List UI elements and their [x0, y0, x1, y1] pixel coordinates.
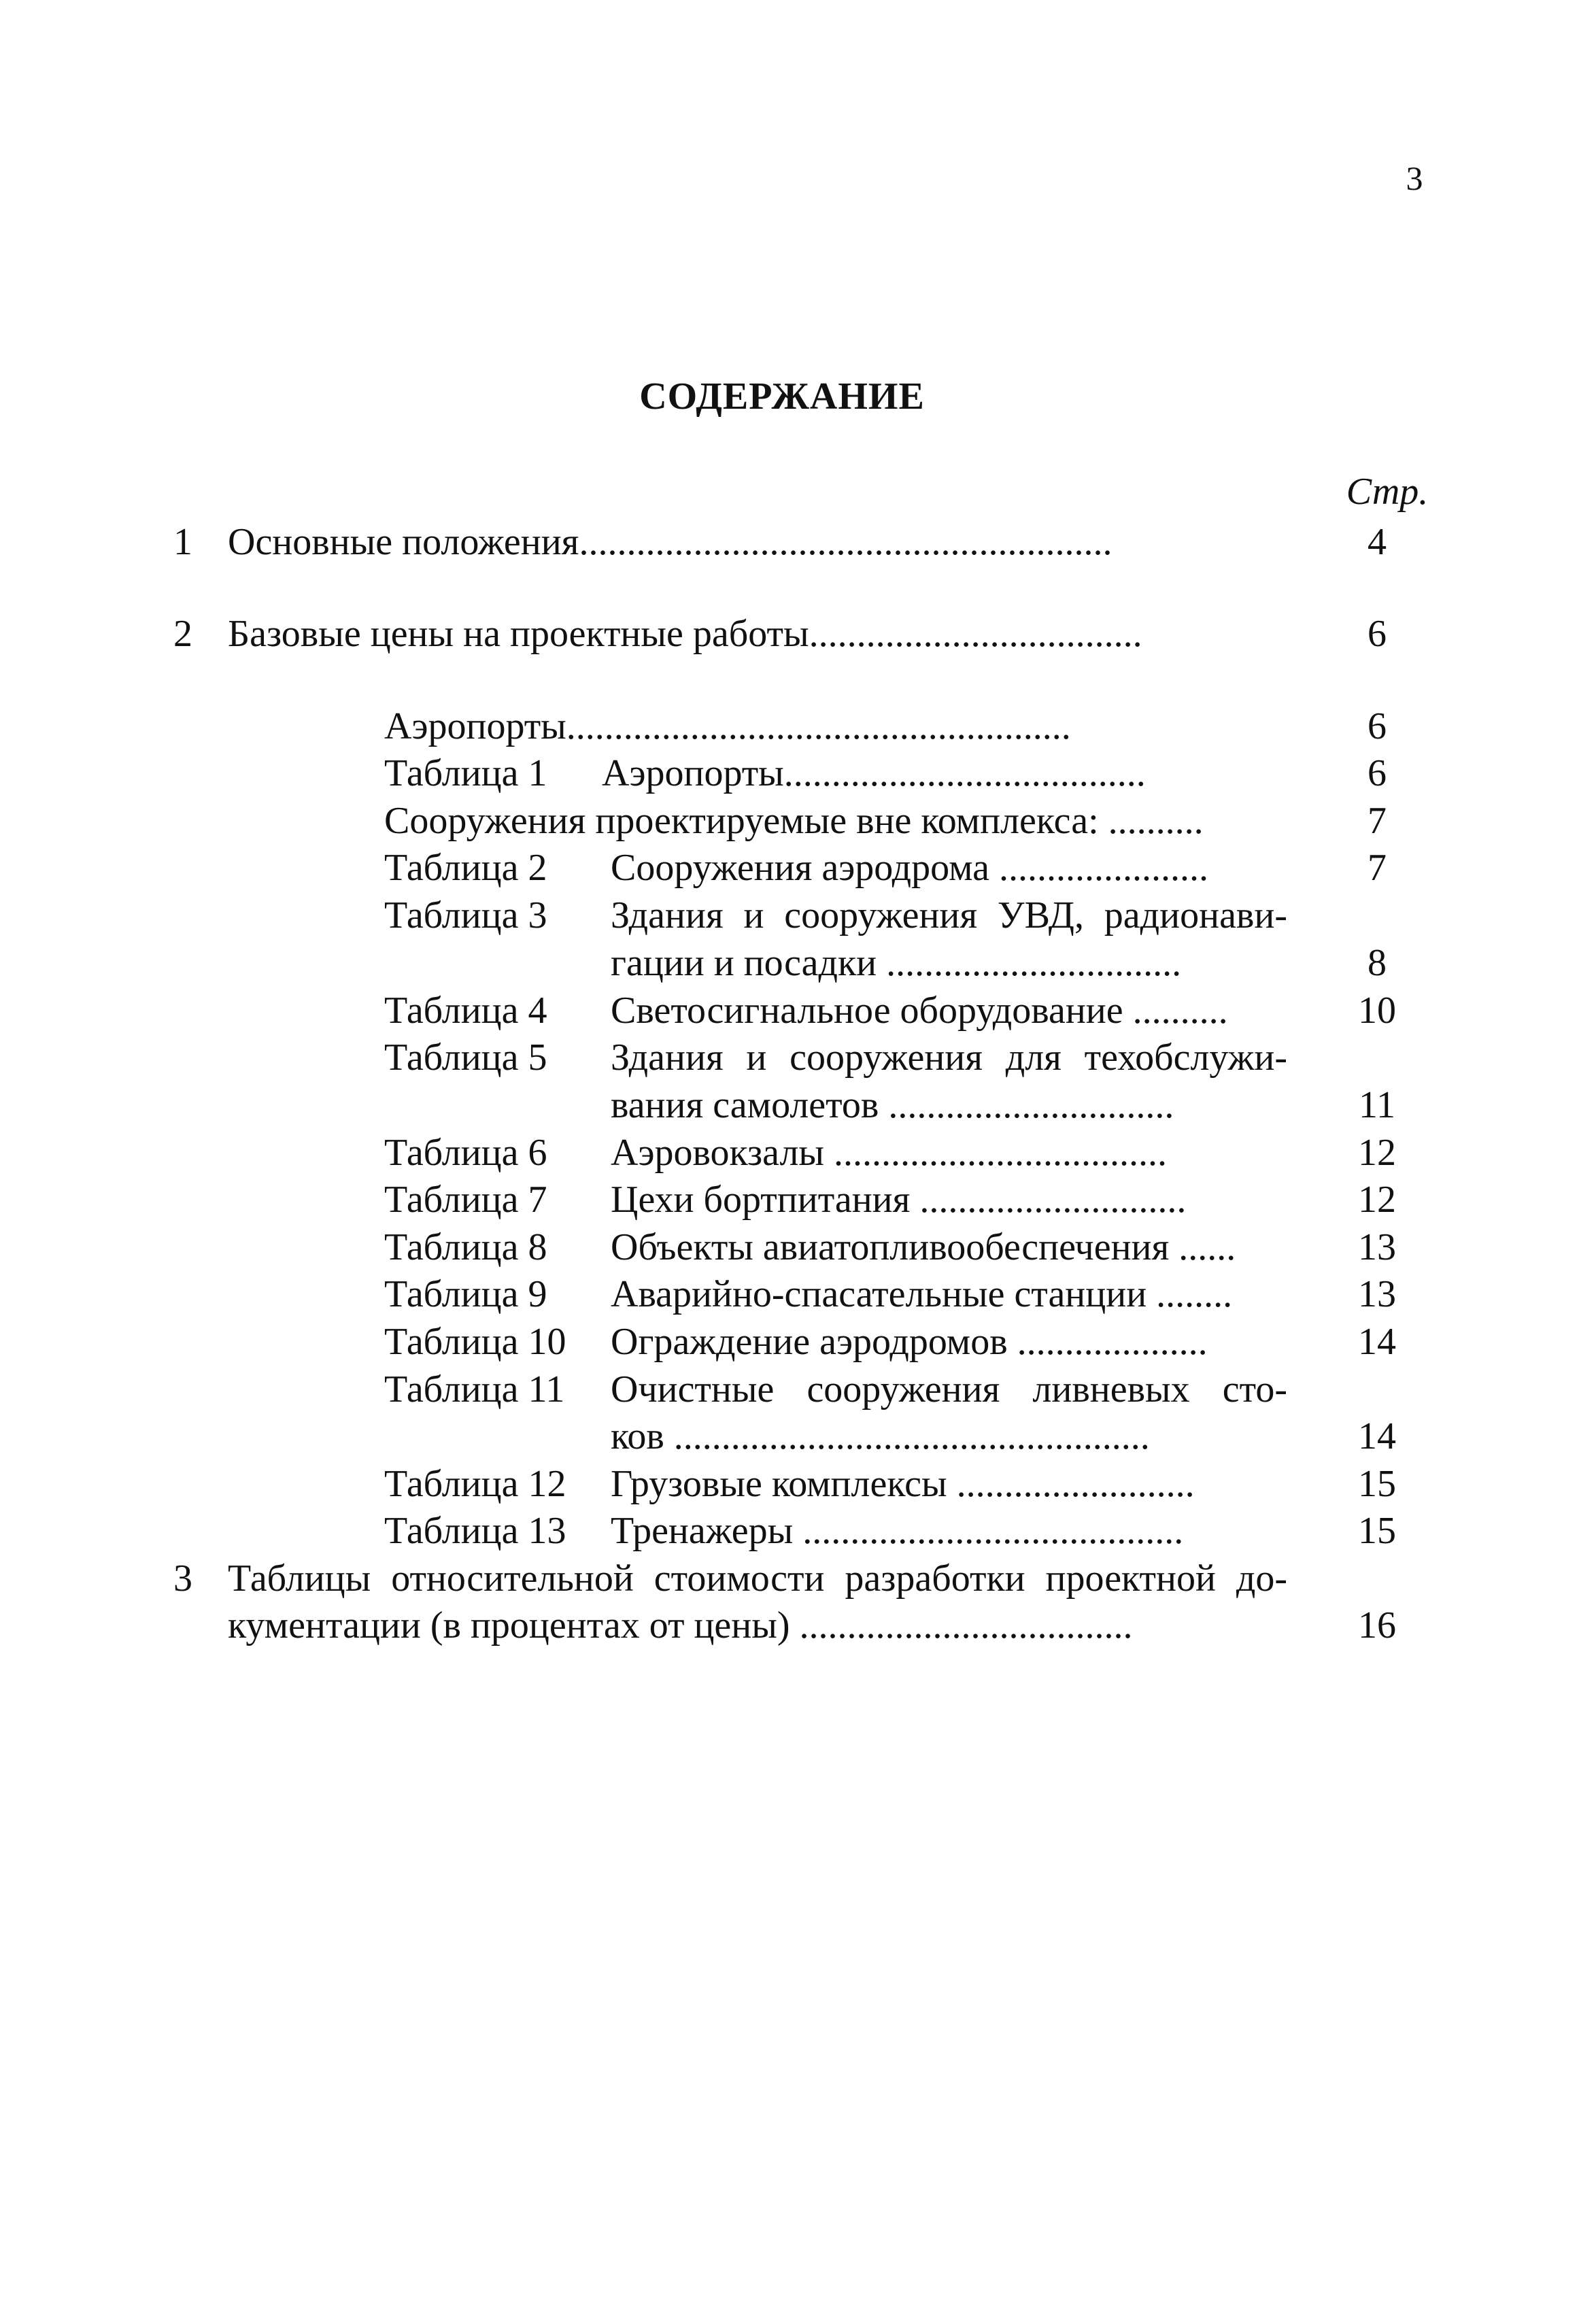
page-title: СОДЕРЖАНИЕ	[639, 375, 925, 418]
toc-entry-label: Таблица 1	[384, 752, 547, 794]
toc-page-number: 15	[1358, 1463, 1396, 1505]
toc-entry-text: Аэропорты.....................................................	[384, 705, 1071, 747]
toc-entry-label: Таблица 3	[384, 894, 547, 936]
toc-page-number: 6	[1368, 705, 1387, 747]
toc-entry-label: Таблица 13	[384, 1510, 566, 1552]
toc-page-number: 6	[1368, 752, 1387, 794]
toc-entry-label: Таблица 2	[384, 847, 547, 889]
toc-entry-label: Таблица 7	[384, 1179, 547, 1221]
toc-page-number: 4	[1368, 521, 1387, 563]
toc-entry-text-line1: Очистные сооружения ливневых сто-	[611, 1368, 1287, 1410]
toc-entry-text: Сооружения проектируемые вне комплекса: ..........	[384, 800, 1204, 842]
toc-page-number: 10	[1358, 990, 1396, 1032]
toc-entry-label: Таблица 8	[384, 1226, 547, 1268]
toc-entry-text: Аэропорты......................................	[602, 752, 1146, 794]
toc-entry-label: Таблица 12	[384, 1463, 566, 1505]
toc-entry-text: Светосигнальное оборудование ..........	[611, 990, 1228, 1032]
toc-section-text-line2: кументации (в процентах от цены) ...................................	[228, 1604, 1133, 1646]
toc-page-number: 7	[1368, 800, 1387, 842]
toc-page-number: 14	[1358, 1321, 1396, 1363]
toc-entry-text: Аварийно-спасательные станции ........	[611, 1273, 1233, 1315]
toc-page-number: 6	[1368, 613, 1387, 655]
toc-page-number: 15	[1358, 1510, 1396, 1552]
toc-entry-label: Таблица 10	[384, 1321, 566, 1363]
toc-section-number: 2	[173, 613, 192, 655]
toc-entry-text: Тренажеры ........................................	[611, 1510, 1184, 1552]
toc-entry-label: Таблица 9	[384, 1273, 547, 1315]
toc-entry-text: Аэровокзалы ...................................	[611, 1132, 1168, 1174]
toc-entry-text: Сооружения аэродрома ......................	[611, 847, 1208, 889]
toc-entry-text-line2: вания самолетов ..............................	[611, 1084, 1174, 1126]
toc-page-number: 13	[1358, 1273, 1396, 1315]
toc-entry-text: Цехи бортпитания ............................	[611, 1179, 1187, 1221]
toc-entry-label: Таблица 11	[384, 1368, 565, 1410]
toc-page-number: 13	[1358, 1226, 1396, 1268]
toc-section-text: Базовые цены на проектные работы...................................	[228, 613, 1142, 655]
toc-entry-label: Таблица 5	[384, 1036, 547, 1079]
toc-entry-text: Ограждение аэродромов ....................	[611, 1321, 1208, 1363]
page-number: 3	[1406, 159, 1423, 197]
toc-entry-text-line1: Здания и сооружения для техобслужи-	[611, 1036, 1287, 1079]
toc-section-number: 1	[173, 521, 192, 563]
toc-page-number: 12	[1358, 1132, 1396, 1174]
toc-page-number: 16	[1358, 1604, 1396, 1646]
toc-entry-text-line2: гации и посадки ...............................	[611, 942, 1182, 984]
toc-entry-text: Объекты авиатопливообеспечения ......	[611, 1226, 1236, 1268]
toc-entry-label: Таблица 4	[384, 990, 547, 1032]
toc-section-text: Основные положения........................................................	[228, 521, 1113, 563]
page-column-header: Стр.	[1346, 471, 1429, 513]
toc-page-number: 14	[1358, 1415, 1396, 1457]
toc-entry-text: Грузовые комплексы .........................	[611, 1463, 1195, 1505]
toc-entry-label: Таблица 6	[384, 1132, 547, 1174]
toc-page-number: 7	[1368, 847, 1387, 889]
toc-page-number: 8	[1368, 942, 1387, 984]
toc-page-number: 12	[1358, 1179, 1396, 1221]
toc-entry-text-line1: Здания и сооружения УВД, радионави-	[611, 894, 1287, 936]
toc-section-number: 3	[173, 1557, 192, 1600]
toc-entry-text-line2: ков ..................................................	[611, 1415, 1150, 1457]
toc-section-text-line1: Таблицы относительной стоимости разработки проектной до-	[228, 1557, 1287, 1600]
toc-page-number: 11	[1359, 1084, 1395, 1126]
